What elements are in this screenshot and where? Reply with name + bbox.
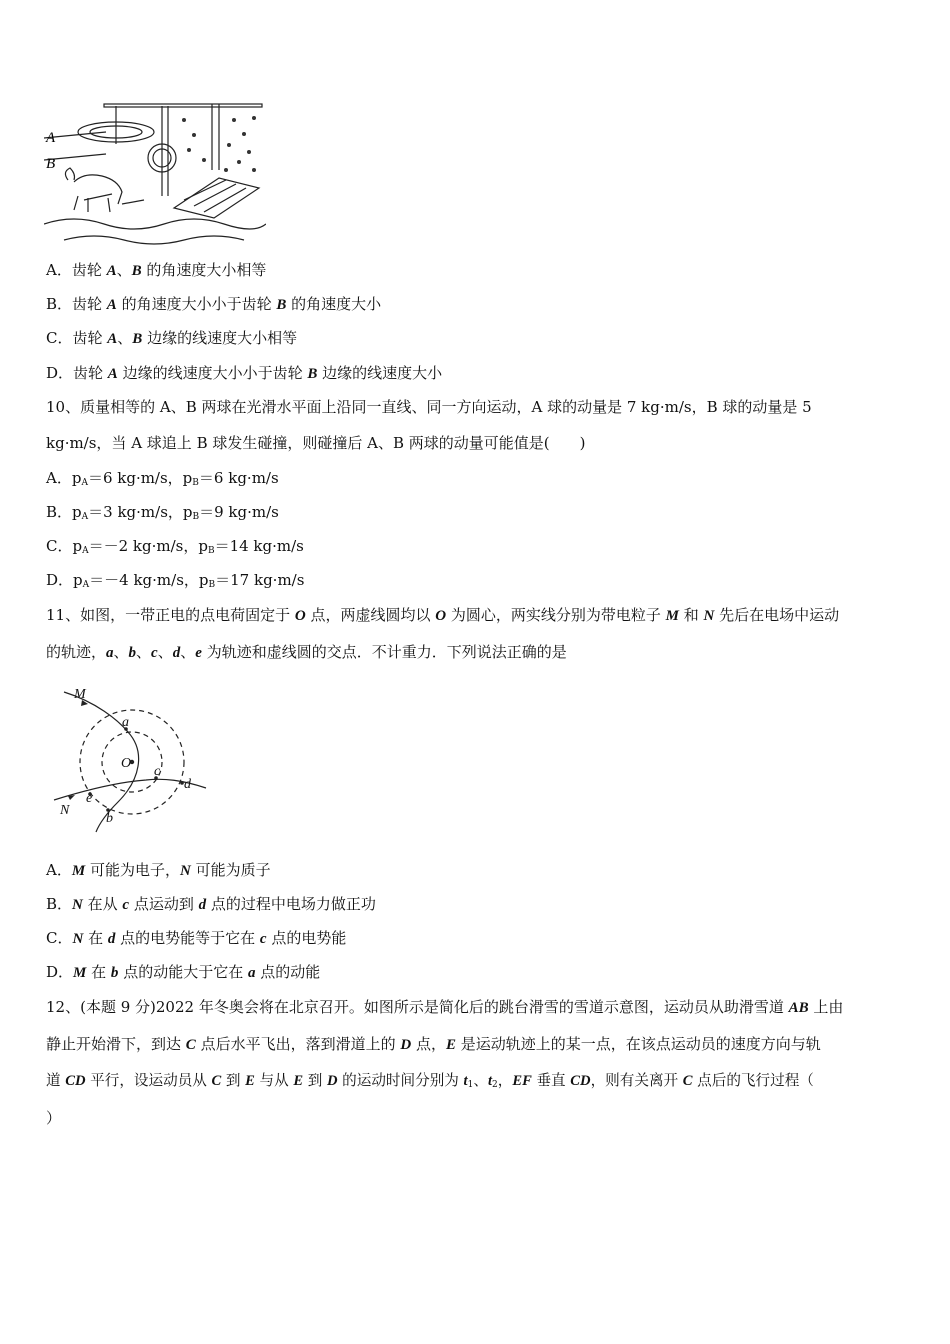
label-c: c xyxy=(154,764,161,779)
q11-option-a: A．M 可能为电子，N 可能为质子 xyxy=(46,861,271,879)
label-e: e xyxy=(86,791,93,806)
label-O: O xyxy=(121,756,132,771)
gear-b-label: B xyxy=(46,156,56,172)
electric-field-trajectory-figure xyxy=(46,680,216,840)
q9-option-d: D．齿轮 A 边缘的线速度大小小于齿轮 B 边缘的线速度大小 xyxy=(46,364,443,382)
label-N: N xyxy=(60,803,70,818)
q11-stem-line2: 的轨迹，a、b、c、d、e 为轨迹和虚线圆的交点．不计重力．下列说法正确的是 xyxy=(46,643,567,661)
label-a: a xyxy=(122,715,129,730)
q9-option-c: C．齿轮 A、B 边缘的线速度大小相等 xyxy=(46,329,298,347)
waterwheel-figure xyxy=(44,100,266,250)
q12-stem-line1: 12、(本题 9 分)2022 年冬奥会将在北京召开。如图所示是简化后的跳台滑雪的雪道示意图，运动员从助滑雪道 AB 上由 xyxy=(46,998,844,1016)
q12-stem-line2: 静止开始滑下，到达 C 点后水平飞出，落到滑道上的 D 点，E 是运动轨迹上的某一点，在该点运动员的速度方向与轨 xyxy=(46,1035,821,1053)
q9-option-b: B．齿轮 A 的角速度大小小于齿轮 B 的角速度大小 xyxy=(46,295,382,313)
q10-option-c: C．$p_A=-2$ kg·m/s，$p_B=14$ kg·m/s xyxy=(46,537,304,556)
q12-stem-line3: 道 CD 平行，设运动员从 C 到 E 与从 E 到 D 的运动时间分别为 $t_1$、$t_2$，EF 垂直 CD，则有关离开 C 点后的飞行过程（ xyxy=(46,1072,814,1090)
q11-stem-line1: 11、如图，一带正电的点电荷固定于 O 点，两虚线圆均以 O 为圆心，两实线分别为带电粒子 M 和 N 先后在电场中运动 xyxy=(46,606,840,624)
label-b: b xyxy=(106,811,113,826)
q11-option-b: B．N 在从 c 点运动到 d 点的过程中电场力做正功 xyxy=(46,895,376,913)
label-M: M xyxy=(74,687,86,702)
q10-option-a: A．$p_A=6$ kg·m/s，$p_B=6$ kg·m/s xyxy=(46,469,279,488)
q12-stem-line4: ） xyxy=(46,1109,62,1127)
q10-option-b: B．$p_A=3$ kg·m/s，$p_B=9$ kg·m/s xyxy=(46,503,279,522)
q10-stem-line2: kg·m/s，当 A 球追上 B 球发生碰撞，则碰撞后 A、B 两球的动量可能值是( ) xyxy=(46,434,586,452)
gear-a-label: A xyxy=(46,130,56,146)
q11-option-d: D．M 在 b 点的动能大于它在 a 点的动能 xyxy=(46,963,321,981)
q10-stem-line1: 10、质量相等的 A、B 两球在光滑水平面上沿同一直线、同一方向运动，A 球的动量是 7 kg·m/s，B 球的动量是 5 xyxy=(46,398,812,416)
q11-option-c: C．N 在 d 点的电势能等于它在 c 点的电势能 xyxy=(46,929,347,947)
label-d: d xyxy=(184,777,191,792)
q9-option-a: A．齿轮 A、B 的角速度大小相等 xyxy=(46,261,267,279)
q10-option-d: D．$p_A=-4$ kg·m/s，$p_B=17$ kg·m/s xyxy=(46,571,305,590)
